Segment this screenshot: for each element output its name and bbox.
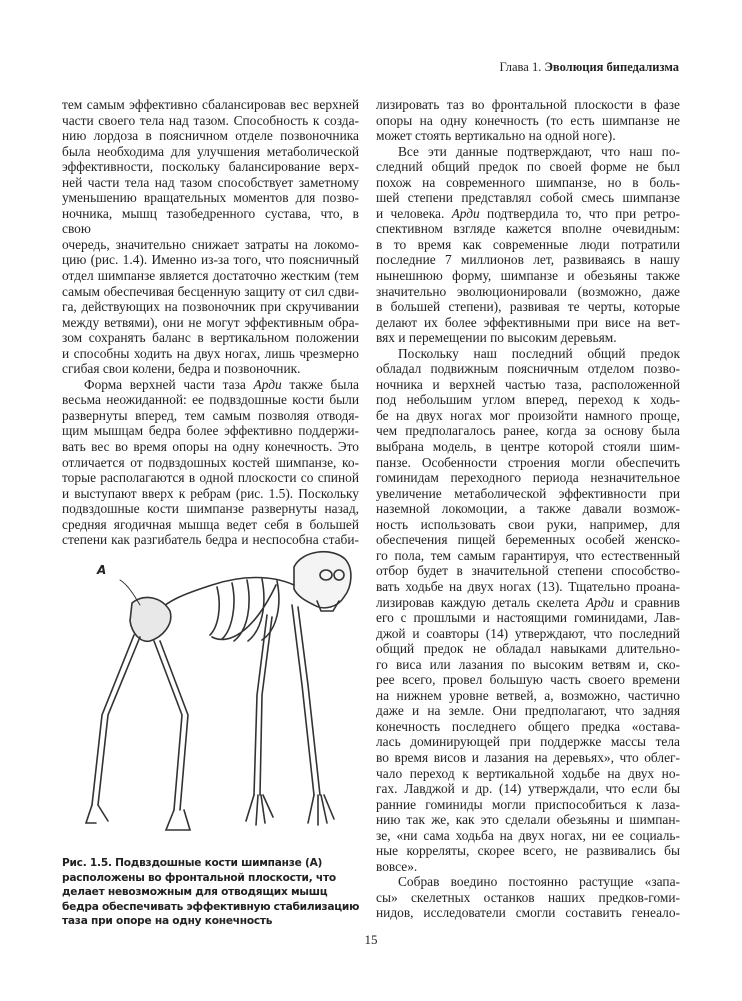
line-text: даже и на земле. Они предполагают, что задняя <box>376 703 680 719</box>
text-line <box>376 672 680 688</box>
line-text: вовсе». <box>376 858 418 874</box>
text-line <box>376 252 680 268</box>
text-line <box>62 361 359 377</box>
page-number: 15 <box>364 932 378 947</box>
line-text: сы» скелетных останков наших предков-гоми- <box>376 889 680 905</box>
line-text: между ветвями), они не могут эффективным обра- <box>62 314 359 330</box>
running-header <box>499 60 679 75</box>
text-line <box>376 237 680 253</box>
text-line <box>62 128 359 144</box>
figure-caption <box>62 856 362 929</box>
ilium <box>130 597 171 641</box>
text-line <box>62 206 359 237</box>
line-text: наземной локомоции, а также давали возмож- <box>376 501 680 517</box>
line-text: рее всего, провел большую часть своего времени <box>376 672 680 688</box>
arm-right <box>292 605 320 795</box>
line-text: нидов, исследователи смогли составить генеало- <box>376 905 680 921</box>
line-text: отдел шимпанзе является достаточно жестким (тем <box>62 268 359 284</box>
paragraph <box>376 874 680 921</box>
text-line <box>376 812 680 828</box>
text-line <box>376 532 680 548</box>
text-line <box>62 470 359 486</box>
line-text: на нижнем уровне ветвей, а, возможно, частично <box>376 687 680 703</box>
text-line <box>62 252 359 268</box>
text-line <box>376 144 680 160</box>
text-line <box>376 455 680 471</box>
text-line <box>376 563 680 579</box>
text-line <box>62 392 359 408</box>
line-text: ные корреляты, скорее всего, не развивались бы <box>376 843 680 859</box>
text-line <box>376 703 680 719</box>
caption-line: бедра обеспечивать эффективную стабилизацию <box>62 900 360 913</box>
paragraph <box>62 377 359 548</box>
line-text: общий предок не обладал навыками длительно- <box>376 641 680 657</box>
line-text: гоминидам переходного периода незначительное <box>376 470 680 486</box>
text-line <box>376 175 680 191</box>
text-line <box>376 579 680 595</box>
text-line <box>62 408 359 424</box>
text-line <box>62 159 359 175</box>
line-text: тем самым эффективно сбалансировав вес верхней <box>62 97 359 112</box>
line-text: га, действующих на позвоночник при скручивании <box>62 299 359 315</box>
line-text: во время висов и лазания на деревьях», что облег- <box>376 749 680 765</box>
line-text: отличается от подвздошных костей шимпанзе, ко- <box>62 454 359 470</box>
text-segment: также была <box>281 376 359 392</box>
line-text: опоры на одну конечность (то есть шимпанзе не <box>376 112 680 128</box>
text-line <box>62 299 359 315</box>
text-line <box>62 268 359 284</box>
line-text: части своего тела над тазом. Способность к созда- <box>62 112 359 128</box>
line-text: ность использовать свои руки, например, для <box>376 516 680 532</box>
line-text: делают их более эффективными при висе на вет- <box>376 314 680 330</box>
caption-line: делает невозможным для отводящих мышц <box>62 886 328 899</box>
text-line <box>376 330 680 346</box>
text-line <box>376 159 680 175</box>
line-text: вать ходьбе на двух ногах (13). Тщательно проана- <box>376 578 680 594</box>
text-line <box>62 237 359 253</box>
line-text: его с прошлыми и настоящими гоминидами, Лав- <box>376 610 680 626</box>
chapter-number: Глава 1. <box>499 60 542 74</box>
text-line <box>376 595 680 611</box>
line-text: щим мышцам бедра более эффективно поддержи- <box>62 423 359 439</box>
line-text: бе на двух ногах мог произойти намного проще, <box>376 407 680 423</box>
text-line <box>62 517 359 533</box>
text-line <box>376 843 680 859</box>
line-text: средняя ягодичная мышца ведет себя в большей <box>62 516 359 532</box>
line-text: сгибая свои колени, бедра и позвоночник. <box>62 361 301 377</box>
text-segment: и человека. <box>376 205 452 221</box>
line-text: выбрана модель, в центре которой стояли шим- <box>376 439 680 455</box>
line-text: эффективности, поскольку балансирование верх- <box>62 159 359 175</box>
text-line <box>376 797 680 813</box>
line-text: весьма неожиданной: ее подвздошные кости были <box>62 392 359 408</box>
line-text: самым обеспечивая бесценную защиту от сил сдви- <box>62 283 359 299</box>
rib-cage <box>210 579 279 641</box>
leg-right <box>154 641 188 810</box>
line-text: го пола, тем самым гарантируя, что естественный <box>376 547 680 563</box>
line-text: торые располагаются в одной плоскости со спиной <box>62 470 359 486</box>
line-text: вать вес во время опоры на одну конечность. Это <box>62 439 359 455</box>
text-line <box>376 657 680 673</box>
text-line <box>62 455 359 471</box>
chimpanzee-skeleton-figure <box>62 545 358 850</box>
text-line <box>376 346 680 362</box>
text-line <box>376 828 680 844</box>
text-line <box>62 330 359 346</box>
text-line <box>376 268 680 284</box>
line-text: ночника, мышц тазобедренного сустава, что, в свою <box>62 205 359 237</box>
text-line <box>62 377 359 393</box>
line-text: под небольшим углом вперед, переход к ходь- <box>376 392 680 408</box>
text-line <box>376 113 680 129</box>
line-text: нию лордоза в поясничном отделе позвоночника <box>62 128 359 144</box>
text-line <box>376 408 680 424</box>
line-text: в то время как современные люди потратили <box>376 236 680 252</box>
line-text: цию (рис. 1.4). Именно из-за того, что поясничный <box>62 252 359 268</box>
line-text: степени как разгибатель бедра и неспособна стаби- <box>62 532 359 548</box>
line-text: и выступают вверх к ребрам (рис. 1.5). Поскольку <box>62 485 359 501</box>
text-line <box>376 377 680 393</box>
text-line <box>376 392 680 408</box>
text-line <box>376 517 680 533</box>
line-text: лизировать таз во фронтальной плоскости в фазе <box>376 97 680 112</box>
text-line <box>62 97 359 113</box>
line-text: подвздошные кости шимпанзе развернуты назад, <box>62 501 359 517</box>
text-line <box>376 859 680 875</box>
text-segment: и сравнив <box>614 594 680 610</box>
line-text: была необходима для улучшения метаболической <box>62 143 359 159</box>
chapter-title: Эволюция бипедализма <box>544 60 679 74</box>
line-text: ночника и верхней частью таза, расположенной <box>376 376 680 392</box>
line-text: нию так же, как это сделали обезьяны и шимпан- <box>376 812 680 828</box>
text-line <box>376 361 680 377</box>
line-text: развернуты вперед, тем самым позволяя отводя- <box>62 407 359 423</box>
line-text: чем предполагалось ранее, когда за основу была <box>376 423 680 439</box>
text-line <box>376 190 680 206</box>
line-text: конечность последнего общего предка «остава- <box>376 718 680 734</box>
figure-label-a: A <box>97 563 107 577</box>
text-segment: лизировав каждую деталь скелета <box>376 594 586 610</box>
line-text: вях и перемещении по высоким деревьям. <box>376 330 617 346</box>
arm-left <box>254 615 272 795</box>
text-line <box>376 719 680 735</box>
paragraph <box>62 97 359 377</box>
line-text: увеличение метаболической эффективности при <box>376 485 680 501</box>
caption-line: расположены во фронтальной плоскости, что <box>62 871 336 884</box>
text-line <box>62 486 359 502</box>
line-text: го виса или лазания по высоким ветвям и, ско- <box>376 656 680 672</box>
text-line <box>62 501 359 517</box>
line-text: в большей степени), развивая те черты, которые <box>376 299 680 315</box>
text-line <box>376 905 680 921</box>
text-line <box>376 470 680 486</box>
line-text: ранние гоминиды могли приспособиться к лаза- <box>376 796 680 812</box>
line-text: зом сохранять баланс в вертикальном положении <box>62 330 359 346</box>
text-line <box>62 144 359 160</box>
text-line <box>62 175 359 191</box>
text-line <box>376 626 680 642</box>
line-text: отбор будет в значительной степени способство- <box>376 563 680 579</box>
text-line <box>62 190 359 206</box>
text-line <box>376 221 680 237</box>
caption-line: таза при опоре на одну конечность <box>62 915 273 928</box>
text-line <box>376 423 680 439</box>
italic-name: Арди <box>253 376 282 392</box>
italic-name: Арди <box>585 594 615 610</box>
line-text: обеспечения пищей беременных особей женско- <box>376 532 680 548</box>
text-line <box>376 128 680 144</box>
line-text: похож на современного шимпанзе, но в боль- <box>376 174 680 190</box>
text-line <box>376 439 680 455</box>
text-line <box>376 750 680 766</box>
line-text: Все эти данные подтверждают, что наш по- <box>398 143 680 159</box>
text-line <box>62 346 359 362</box>
text-line <box>62 284 359 300</box>
line-text: Поскольку наш последний общий предок <box>398 345 680 361</box>
line-text: уменьшению вращательных моментов для позво- <box>62 190 359 206</box>
line-text: Собрав воедино постоянно растущие «запа- <box>398 874 680 890</box>
text-line <box>376 874 680 890</box>
text-line <box>376 299 680 315</box>
text-segment: подтвердила то, что при ретро- <box>479 205 680 221</box>
text-line <box>376 501 680 517</box>
text-line <box>376 734 680 750</box>
text-line <box>376 781 680 797</box>
line-text: значительно эволюционировали (возможно, даже <box>376 283 680 299</box>
text-line <box>376 315 680 331</box>
text-segment: Форма верхней части таза <box>84 376 254 392</box>
italic-name: Арди <box>451 205 480 221</box>
caption-line: Рис. 1.5. Подвздошные кости шимпанзе (А) <box>62 857 323 869</box>
text-line <box>376 97 680 113</box>
line-text: ней части тела над тазом способствует заметному <box>62 174 359 190</box>
line-text: обладал подвижным поясничным отделом позво- <box>376 361 680 377</box>
text-line <box>376 206 680 222</box>
line-text: джой и соавторы (14) утверждают, что последний <box>376 625 680 641</box>
text-line <box>376 548 680 564</box>
line-text: может стоять вертикально на одной ноге). <box>376 128 616 144</box>
paragraph <box>376 346 680 875</box>
line-text: и способны ходить на двух ногах, лишь чрезмерно <box>62 345 359 361</box>
line-text: следний общий предок по своей форме не был <box>376 159 680 175</box>
line-text: лась доминирующей при поддержке массы тела <box>376 734 680 750</box>
text-line <box>62 423 359 439</box>
text-line <box>376 641 680 657</box>
right-text-column <box>376 97 680 921</box>
text-line <box>376 284 680 300</box>
line-text: очередь, значительно снижает затраты на локомо- <box>62 236 359 252</box>
text-line <box>376 486 680 502</box>
line-text: зе, «ни сама ходьба на двух ногах, ни ее социаль- <box>376 827 680 843</box>
paragraph <box>376 97 680 144</box>
line-text: шей степени представлял собой смесь шимпанзе <box>376 190 680 206</box>
line-text: последние 7 миллионов лет, развиваясь в нашу <box>376 252 680 268</box>
paragraph <box>376 144 680 346</box>
text-line <box>376 890 680 906</box>
text-line <box>376 766 680 782</box>
left-text-column <box>62 97 359 548</box>
line-text: панзе. Особенности строения могли обеспечить <box>376 454 680 470</box>
line-text: чало переход к вертикальной ходьбе на двух но- <box>376 765 680 781</box>
text-line <box>376 610 680 626</box>
leg-left <box>92 635 140 805</box>
text-line <box>62 315 359 331</box>
text-line <box>376 688 680 704</box>
line-text: спективном взгляде кажется вполне очевидным: <box>376 221 680 237</box>
spine <box>154 578 294 616</box>
text-line <box>62 439 359 455</box>
line-text: гах. Лавджой и др. (14) утверждали, что если бы <box>376 781 680 797</box>
line-text: нынешнюю форму, шимпанзе и обезьяны также <box>376 268 680 284</box>
text-line <box>62 113 359 129</box>
